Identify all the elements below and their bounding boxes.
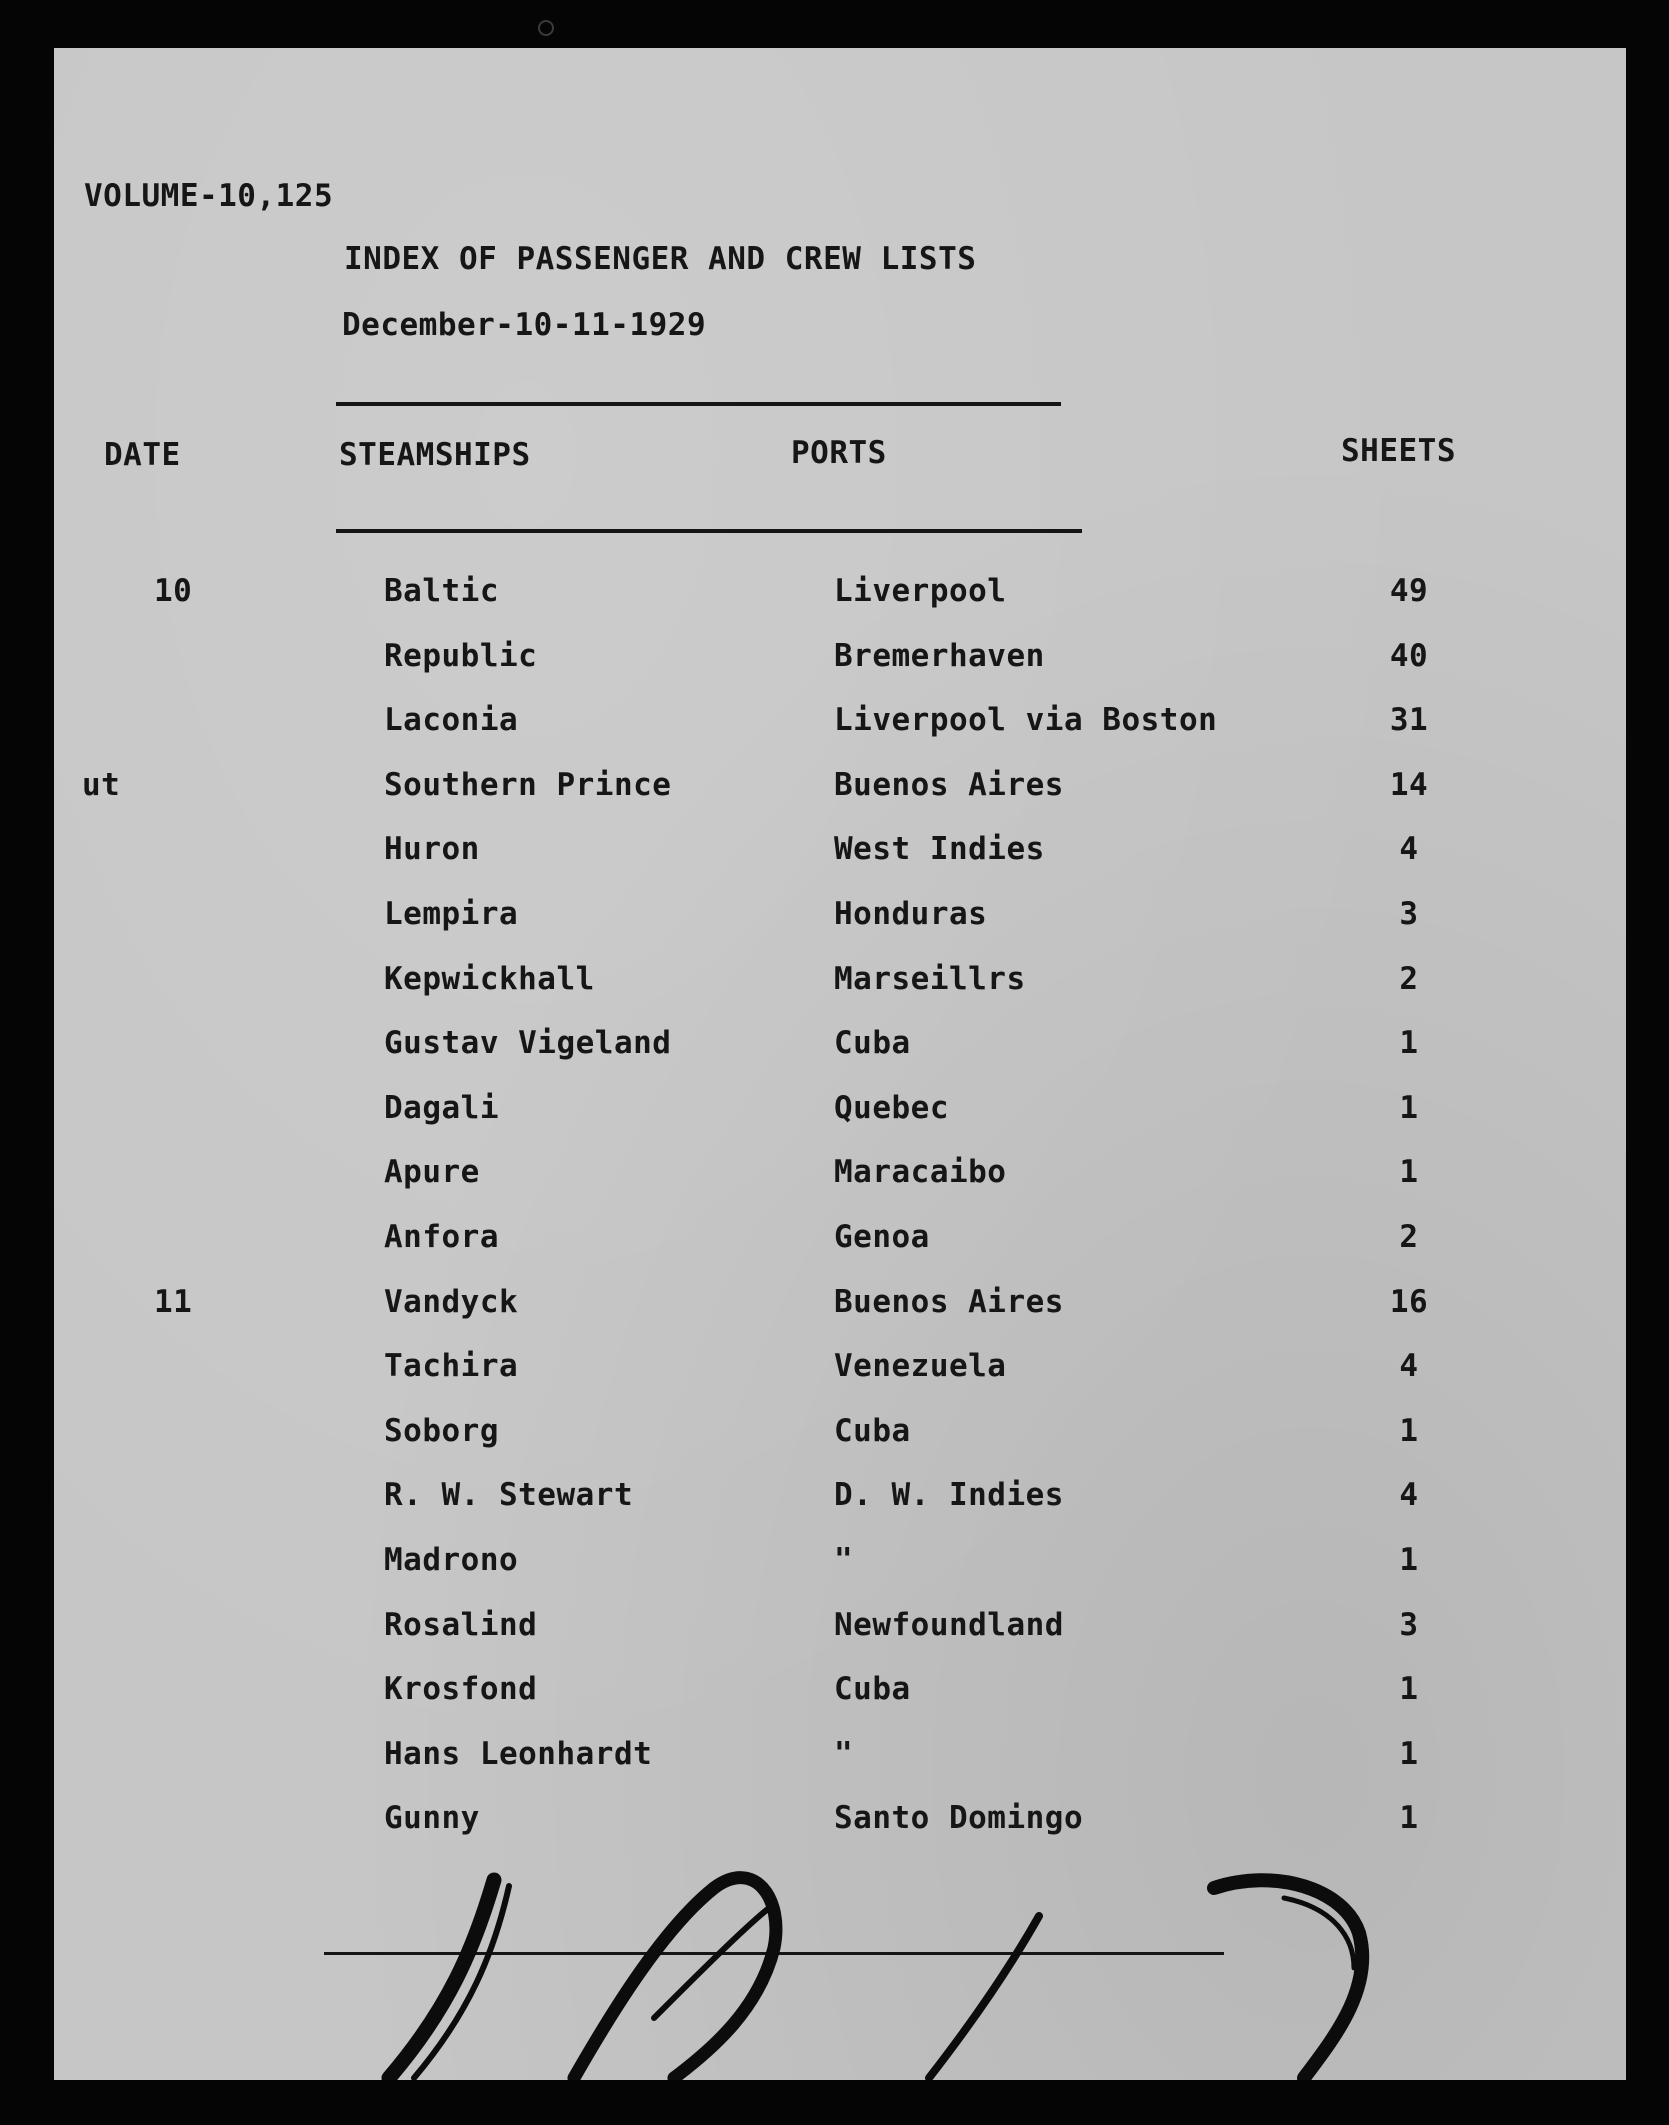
header-date: DATE xyxy=(104,437,181,473)
date-range: December-10-11-1929 xyxy=(342,307,707,343)
row-sheets: 1 xyxy=(1399,1542,1419,1578)
row-sheets: 49 xyxy=(1389,573,1429,609)
punch-hole xyxy=(538,20,554,36)
row-sheets: 1 xyxy=(1399,1154,1419,1191)
row-steamship: Tachira xyxy=(384,1348,519,1385)
row-steamship: Madrono xyxy=(384,1542,519,1578)
row-sheets: 3 xyxy=(1399,896,1419,932)
row-sheets: 1 xyxy=(1399,1671,1419,1708)
row-date: 10 xyxy=(154,573,193,609)
row-sheets: 1 xyxy=(1399,1412,1419,1449)
row-date: ut xyxy=(82,766,121,803)
row-sheets: 1 xyxy=(1399,1735,1419,1772)
row-steamship: Laconia xyxy=(384,702,519,739)
row-sheets: 2 xyxy=(1399,960,1419,997)
row-sheets: 3 xyxy=(1399,1606,1419,1643)
row-port: Genoa xyxy=(834,1219,930,1255)
document-page xyxy=(54,48,1626,2080)
row-port: Venezuela xyxy=(834,1348,1007,1385)
header-ports: PORTS xyxy=(791,435,887,471)
header-sheets: SHEETS xyxy=(1341,433,1456,469)
row-steamship: Hans Leonhardt xyxy=(384,1735,653,1772)
handwritten-total xyxy=(54,48,1626,2080)
row-port: Buenos Aires xyxy=(834,1283,1064,1320)
row-sheets: 14 xyxy=(1389,766,1429,803)
row-port: " xyxy=(834,1542,854,1578)
row-port: " xyxy=(834,1735,854,1772)
row-sheets: 31 xyxy=(1389,702,1429,739)
row-steamship: Apure xyxy=(384,1154,480,1191)
row-port: Liverpool via Boston xyxy=(834,702,1218,739)
row-steamship: Southern Prince xyxy=(384,766,672,803)
row-port: Buenos Aires xyxy=(834,766,1064,803)
row-port: D. W. Indies xyxy=(834,1477,1064,1514)
row-sheets: 4 xyxy=(1399,831,1419,868)
row-steamship: Gustav Vigeland xyxy=(384,1025,672,1062)
row-port: West Indies xyxy=(834,831,1045,868)
row-port: Honduras xyxy=(834,896,988,932)
row-sheets: 1 xyxy=(1399,1089,1419,1126)
row-port: Maracaibo xyxy=(834,1154,1007,1191)
row-steamship: Lempira xyxy=(384,896,519,932)
row-port: Marseillrs xyxy=(834,960,1026,997)
row-sheets: 1 xyxy=(1399,1025,1419,1062)
row-date: 11 xyxy=(154,1283,193,1320)
row-port: Liverpool xyxy=(834,573,1007,609)
row-steamship: Kepwickhall xyxy=(384,960,595,997)
row-port: Newfoundland xyxy=(834,1606,1064,1643)
row-sheets: 1 xyxy=(1399,1800,1419,1837)
row-port: Cuba xyxy=(834,1412,911,1449)
row-steamship: Krosfond xyxy=(384,1671,538,1708)
row-steamship: Rosalind xyxy=(384,1606,538,1643)
row-steamship: Vandyck xyxy=(384,1283,519,1320)
row-sheets: 4 xyxy=(1399,1477,1419,1514)
document-title: INDEX OF PASSENGER AND CREW LISTS xyxy=(344,241,977,277)
row-port: Cuba xyxy=(834,1025,911,1062)
row-steamship: Anfora xyxy=(384,1219,499,1255)
row-steamship: Soborg xyxy=(384,1412,499,1449)
header-steamships: STEAMSHIPS xyxy=(339,437,531,473)
row-steamship: Gunny xyxy=(384,1800,480,1837)
row-steamship: R. W. Stewart xyxy=(384,1477,634,1514)
row-sheets: 40 xyxy=(1389,637,1429,674)
row-sheets: 2 xyxy=(1399,1219,1419,1255)
row-sheets: 4 xyxy=(1399,1348,1419,1385)
row-port: Bremerhaven xyxy=(834,637,1045,674)
row-sheets: 16 xyxy=(1389,1283,1429,1320)
row-steamship: Huron xyxy=(384,831,480,868)
row-steamship: Baltic xyxy=(384,573,499,609)
row-steamship: Republic xyxy=(384,637,538,674)
volume-label: VOLUME-10,125 xyxy=(84,178,334,214)
row-steamship: Dagali xyxy=(384,1089,499,1126)
row-port: Santo Domingo xyxy=(834,1800,1084,1837)
row-port: Quebec xyxy=(834,1089,949,1126)
row-port: Cuba xyxy=(834,1671,911,1708)
